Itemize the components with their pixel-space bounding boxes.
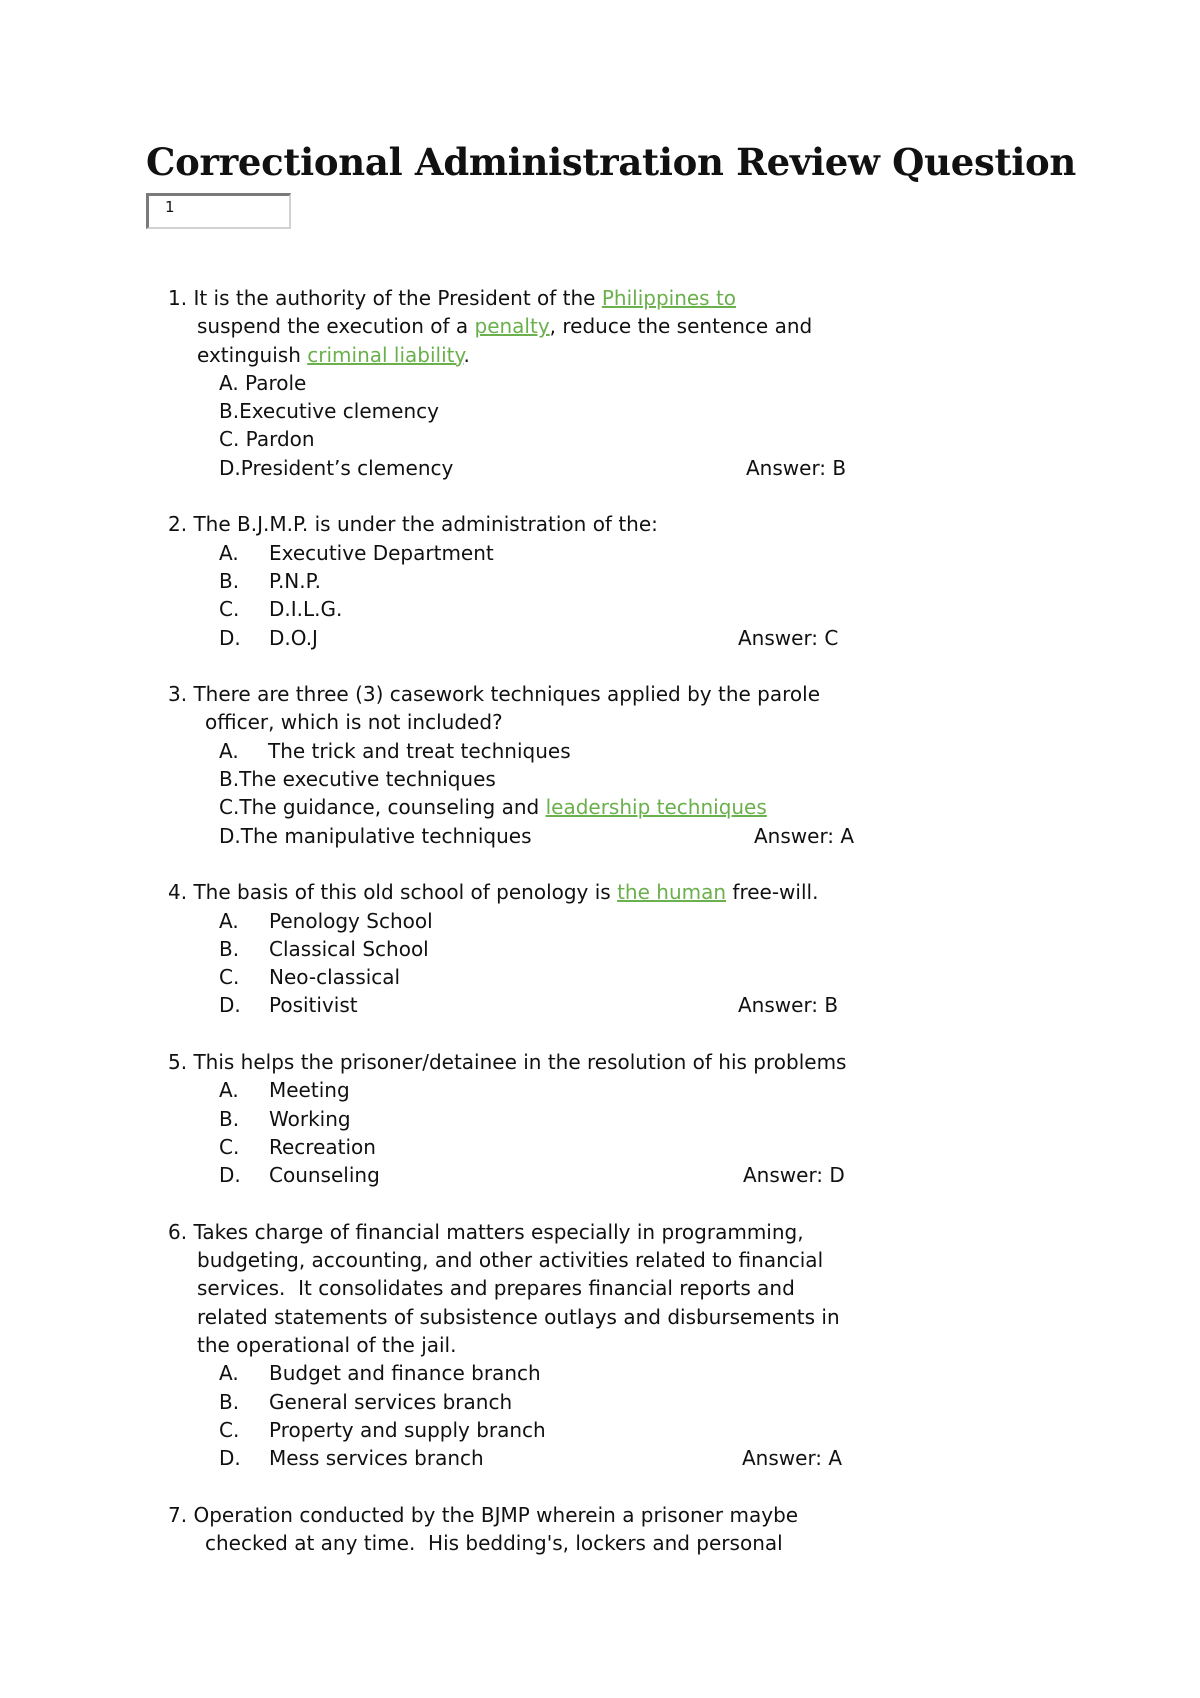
option-letter: D. — [219, 993, 241, 1018]
option-text: Positivist — [269, 993, 358, 1018]
option-letter: C. — [219, 597, 240, 622]
option-text: D.I.L.G. — [269, 597, 343, 622]
option-text: General services branch — [269, 1389, 513, 1414]
option-letter: C. — [219, 1417, 240, 1442]
answer-option — [168, 425, 928, 453]
answer-option — [168, 1416, 928, 1444]
question-item — [168, 1048, 928, 1189]
question-item — [168, 680, 928, 850]
option-letter: A. — [219, 1078, 239, 1103]
page-number-field[interactable]: 1 — [146, 193, 291, 229]
option-letter: D. — [219, 625, 241, 650]
question-text-continued: related statements of subsistence outlays and disbursements in — [197, 1304, 840, 1329]
option-text: C. Pardon — [219, 427, 315, 452]
question-text-continued: budgeting, accounting, and other activities related to financial — [197, 1248, 824, 1273]
option-text: D.President’s clemency — [219, 455, 454, 480]
option-text: Penology School — [269, 908, 433, 933]
answer-option — [168, 1359, 928, 1387]
question-number: 2. — [168, 512, 194, 537]
option-letter: D. — [219, 1446, 241, 1471]
option-letter: D. — [219, 1163, 241, 1188]
question-text: 6. Takes charge of financial matters especially in programming, — [168, 1219, 804, 1244]
option-letter: B. — [219, 936, 240, 961]
answer-option — [168, 454, 928, 482]
question-item — [168, 1218, 928, 1473]
option-text: D.O.J — [269, 625, 318, 650]
option-text: Neo-classical — [269, 965, 401, 990]
answer-option — [168, 1161, 928, 1189]
question-text: 5. This helps the prisoner/detainee in the resolution of his problems — [168, 1050, 847, 1075]
answer-option — [168, 1388, 928, 1416]
question-text-continued: officer, which is not included? — [205, 710, 503, 735]
answer-option — [168, 567, 928, 595]
answer-key: Answer: B — [746, 455, 847, 480]
answer-option — [168, 991, 928, 1019]
question-number: 5. — [168, 1050, 194, 1075]
option-text: Recreation — [269, 1134, 376, 1159]
hyperlink[interactable]: Philippines to — [601, 286, 737, 310]
hyperlink[interactable]: penalty — [474, 314, 550, 339]
option-text: Classical School — [269, 936, 429, 961]
option-text: The trick and treat techniques — [268, 738, 571, 763]
answer-key: Answer: D — [743, 1163, 845, 1188]
answer-key: Answer: A — [742, 1446, 843, 1471]
option-letter: C. — [219, 1134, 240, 1159]
question-item — [168, 284, 928, 482]
hyperlink[interactable]: leadership techniques — [545, 795, 767, 820]
answer-option — [168, 624, 928, 652]
question-number: 6. — [168, 1219, 194, 1244]
question-text-continued: extinguish criminal liability. — [197, 342, 470, 367]
option-text: Working — [269, 1106, 351, 1131]
option-letter: B. — [219, 1389, 240, 1414]
answer-option — [168, 765, 928, 793]
hyperlink[interactable]: the human — [617, 880, 727, 905]
question-number: 3. — [168, 682, 194, 707]
option-text: B.Executive clemency — [219, 399, 439, 424]
question-item — [168, 1501, 928, 1558]
answer-option — [168, 1133, 928, 1161]
answer-option — [168, 1076, 928, 1104]
option-text: Budget and finance branch — [269, 1361, 541, 1386]
question-number: 7. — [168, 1502, 194, 1527]
question-list — [168, 284, 928, 1586]
question-number: 1. — [168, 286, 194, 310]
answer-key: Answer: C — [738, 625, 839, 650]
option-text: Counseling — [269, 1163, 380, 1188]
option-text: C.The guidance, counseling and leadership techniques — [219, 795, 767, 820]
answer-option — [168, 737, 928, 765]
question-text-continued: checked at any time. His bedding's, lockers and personal — [205, 1531, 783, 1556]
option-text: Meeting — [269, 1078, 350, 1103]
question-item — [168, 510, 928, 651]
answer-option — [168, 907, 928, 935]
option-letter: A. — [219, 738, 239, 763]
option-text: D.The manipulative techniques — [219, 823, 532, 848]
question-text: 4. The basis of this old school of penology is the human free-will. — [168, 880, 819, 905]
answer-option — [168, 935, 928, 963]
question-text-continued: suspend the execution of a penalty, reduce the sentence and — [197, 314, 813, 339]
option-letter: A. — [219, 1361, 239, 1386]
question-item — [168, 878, 928, 1019]
option-letter: C. — [219, 965, 240, 990]
option-text: A. Parole — [219, 370, 307, 395]
answer-option — [168, 793, 928, 821]
option-letter: B. — [219, 1106, 240, 1131]
question-text: 7. Operation conducted by the BJMP wherein a prisoner maybe — [168, 1502, 799, 1527]
option-text: B.The executive techniques — [219, 767, 496, 792]
answer-option — [168, 595, 928, 623]
option-letter: A. — [219, 540, 239, 565]
answer-option — [168, 369, 928, 397]
answer-option — [168, 963, 928, 991]
answer-option — [168, 1444, 928, 1472]
option-letter: B. — [219, 568, 240, 593]
answer-option — [168, 397, 928, 425]
option-text: Property and supply branch — [269, 1417, 546, 1442]
question-text: 1. It is the authority of the President of the Philippines to — [168, 286, 737, 310]
page-title: Correctional Administration Review Question — [146, 140, 1077, 184]
question-number: 4. — [168, 880, 194, 905]
question-text-continued: the operational of the jail. — [197, 1332, 457, 1357]
answer-key: Answer: A — [754, 823, 855, 848]
option-text: Executive Department — [269, 540, 494, 565]
question-text: 3. There are three (3) casework techniques applied by the parole — [168, 682, 821, 707]
answer-option — [168, 539, 928, 567]
option-letter: A. — [219, 908, 239, 933]
answer-option — [168, 822, 928, 850]
answer-key: Answer: B — [738, 993, 839, 1018]
answer-option — [168, 1105, 928, 1133]
question-text: 2. The B.J.M.P. is under the administration of the: — [168, 512, 658, 537]
option-text: Mess services branch — [269, 1446, 484, 1471]
hyperlink[interactable]: criminal liability — [307, 342, 464, 367]
question-text-continued: services. It consolidates and prepares financial reports and — [197, 1276, 795, 1301]
option-text: P.N.P. — [269, 568, 321, 593]
